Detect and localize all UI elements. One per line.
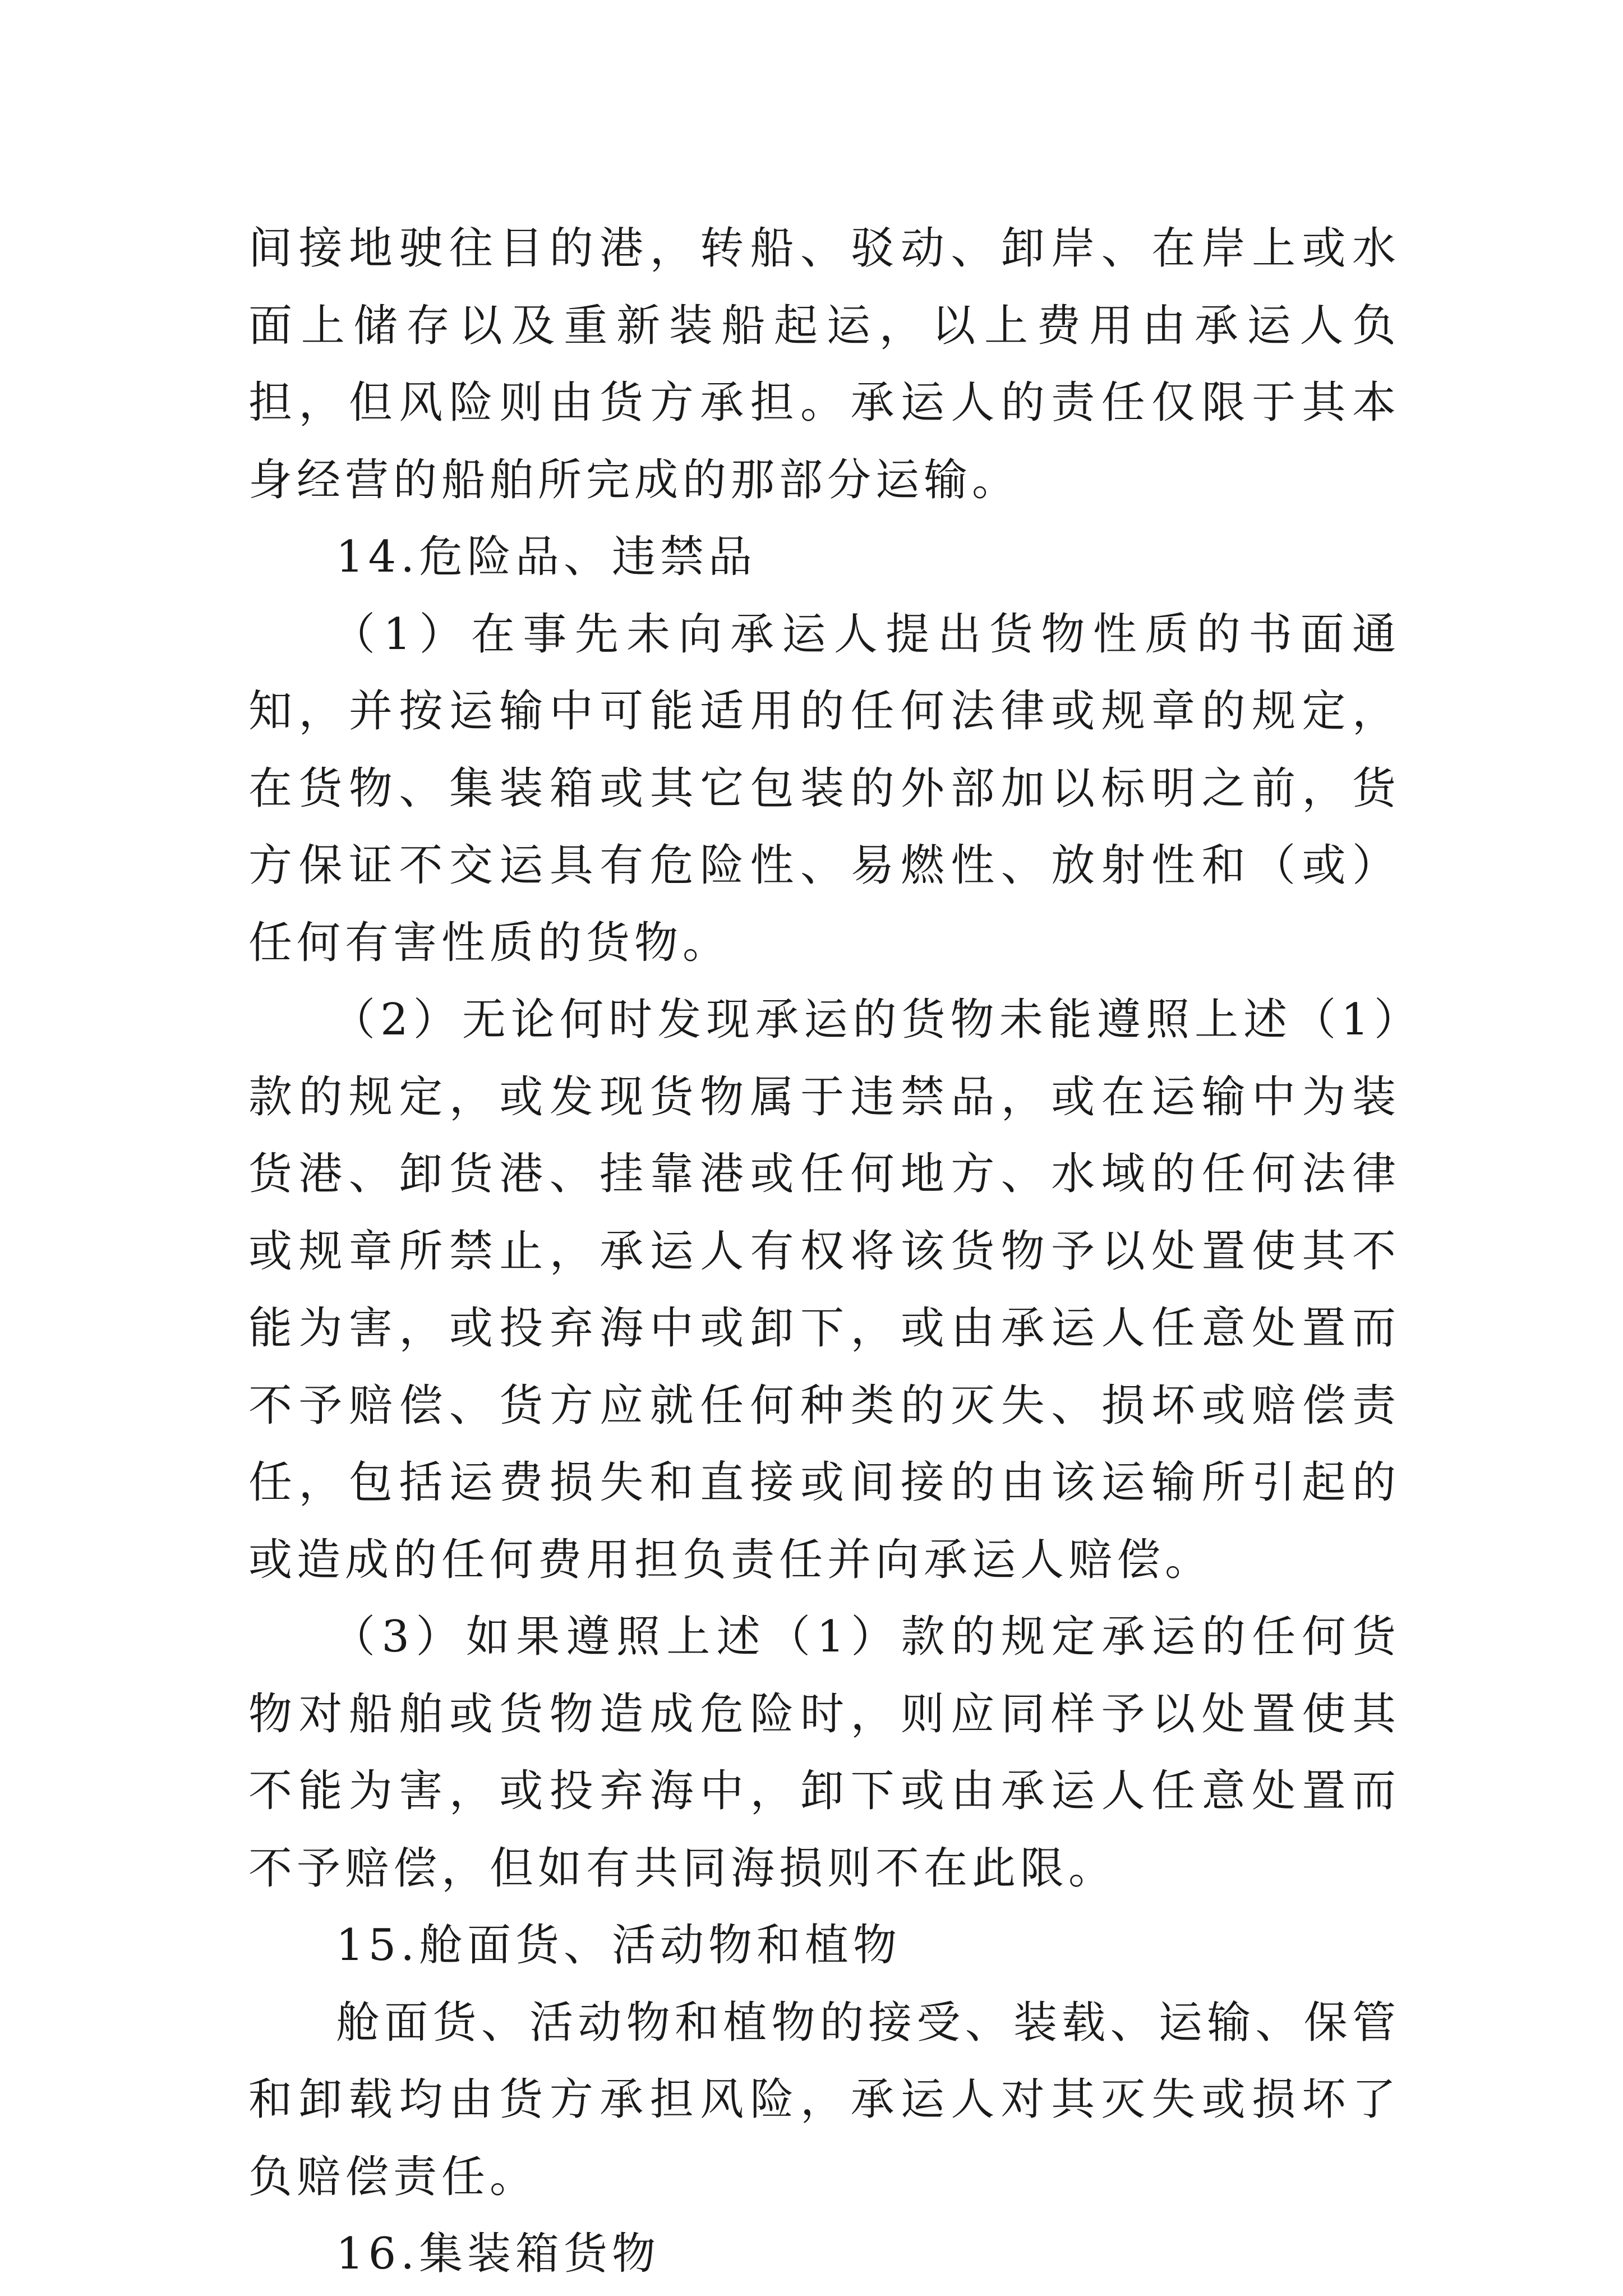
section-heading-15: 15.舱面货、活动物和植物	[336, 1920, 902, 1971]
paragraph-14-3: （3）如果遵照上述（1）款的规定承运的任何货物对船舶或货物造成危险时，则应同样予以处置使其不能为害，或投弃海中，卸下或由承运人任意处置而不予赔偿，但如有共同海损则不在此限。	[248, 1612, 1400, 1894]
document-body	[248, 210, 1400, 2293]
paragraph-14-1: （1）在事先未向承运人提出货物性质的书面通知，并按运输中可能适用的任何法律或规章的规定，在货物、集装箱或其它包装的外部加以标明之前，货方保证不交运具有危险性、易燃性、放射性和（或）任何有害性质的货物。	[248, 609, 1400, 968]
paragraph-continuation: 间接地驶往目的港，转船、驳动、卸岸、在岸上或水面上储存以及重新装船起运，以上费用由承运人负担，但风险则由货方承担。承运人的责任仅限于其本身经营的船舶所完成的那部分运输。	[248, 223, 1400, 505]
section-heading-14: 14.危险品、违禁品	[336, 532, 757, 582]
paragraph-15: 舱面货、活动物和植物的接受、装载、运输、保管和卸载均由货方承担风险，承运人对其灭失或损坏了负赔偿责任。	[248, 1997, 1400, 2202]
section-heading-16: 16.集装箱货物	[336, 2229, 661, 2279]
paragraph-14-2: （2）无论何时发现承运的货物未能遵照上述（1）款的规定，或发现货物属于违禁品，或在运输中为装货港、卸货港、挂靠港或任何地方、水域的任何法律或规章所禁止，承运人有权将该货物予以处置使其不能为害，或投弃海中或卸下，或由承运人任意处置而不予赔偿、货方应就任何种类的灭失、损坏或赔偿责任，包括运费损失和直接或间接的由该运输所引起的或造成的任何费用担负责任并向承运人赔偿。	[248, 995, 1400, 1585]
